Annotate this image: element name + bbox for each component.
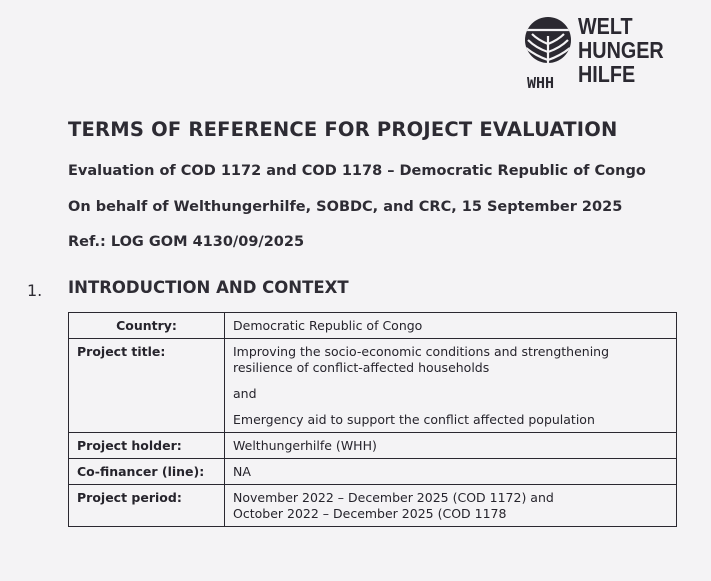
table-row: [69, 459, 677, 485]
project-holder-label: Project holder:: [69, 433, 225, 459]
project-title-value: [225, 339, 677, 433]
logo-word-hunger: HUNGER: [578, 37, 664, 63]
project-period-label: Project period:: [69, 485, 225, 527]
reference-number: Ref.: LOG GOM 4130/09/2025: [68, 234, 305, 250]
logo-word-hilfe: HILFE: [578, 61, 636, 87]
project-period-line-1: November 2022 – December 2025 (COD 1172) and: [233, 490, 554, 505]
document-title: TERMS OF REFERENCE FOR PROJECT EVALUATION: [68, 118, 618, 141]
table-row: [69, 313, 677, 339]
project-title-line-2: Emergency aid to support the conflict affected population: [233, 412, 595, 427]
co-financer-value: NA: [225, 459, 677, 485]
project-title-and: and: [233, 386, 257, 401]
co-financer-label: Co-financer (line):: [69, 459, 225, 485]
on-behalf-line: On behalf of Welthungerhilfe, SOBDC, and CRC, 15 September 2025: [68, 199, 623, 215]
welthungerhilfe-logo: [524, 14, 674, 90]
table-row: [69, 433, 677, 459]
logo-wordmark: [578, 14, 664, 86]
evaluation-subtitle: Evaluation of COD 1172 and COD 1178 – Democratic Republic of Congo: [68, 163, 646, 179]
project-period-line-2: October 2022 – December 2025 (COD 1178: [233, 506, 507, 521]
table-row: [69, 485, 677, 527]
country-value: Democratic Republic of Congo: [225, 313, 677, 339]
project-info-table: [68, 312, 677, 527]
project-title-label: Project title:: [69, 339, 225, 433]
project-title-line-1: Improving the socio-economic conditions and strengthening resilience of conflict-affected households: [233, 344, 610, 375]
project-period-value: [225, 485, 677, 527]
table-row: [69, 339, 677, 433]
logo-abbreviation: WHH: [527, 74, 555, 92]
project-holder-value: Welthungerhilfe (WHH): [225, 433, 677, 459]
section-title: INTRODUCTION AND CONTEXT: [68, 278, 349, 297]
section-number: 1.: [27, 281, 43, 300]
logo-word-welt: WELT: [578, 13, 633, 39]
country-label: Country:: [69, 313, 225, 339]
wheat-globe-icon: [524, 14, 572, 66]
